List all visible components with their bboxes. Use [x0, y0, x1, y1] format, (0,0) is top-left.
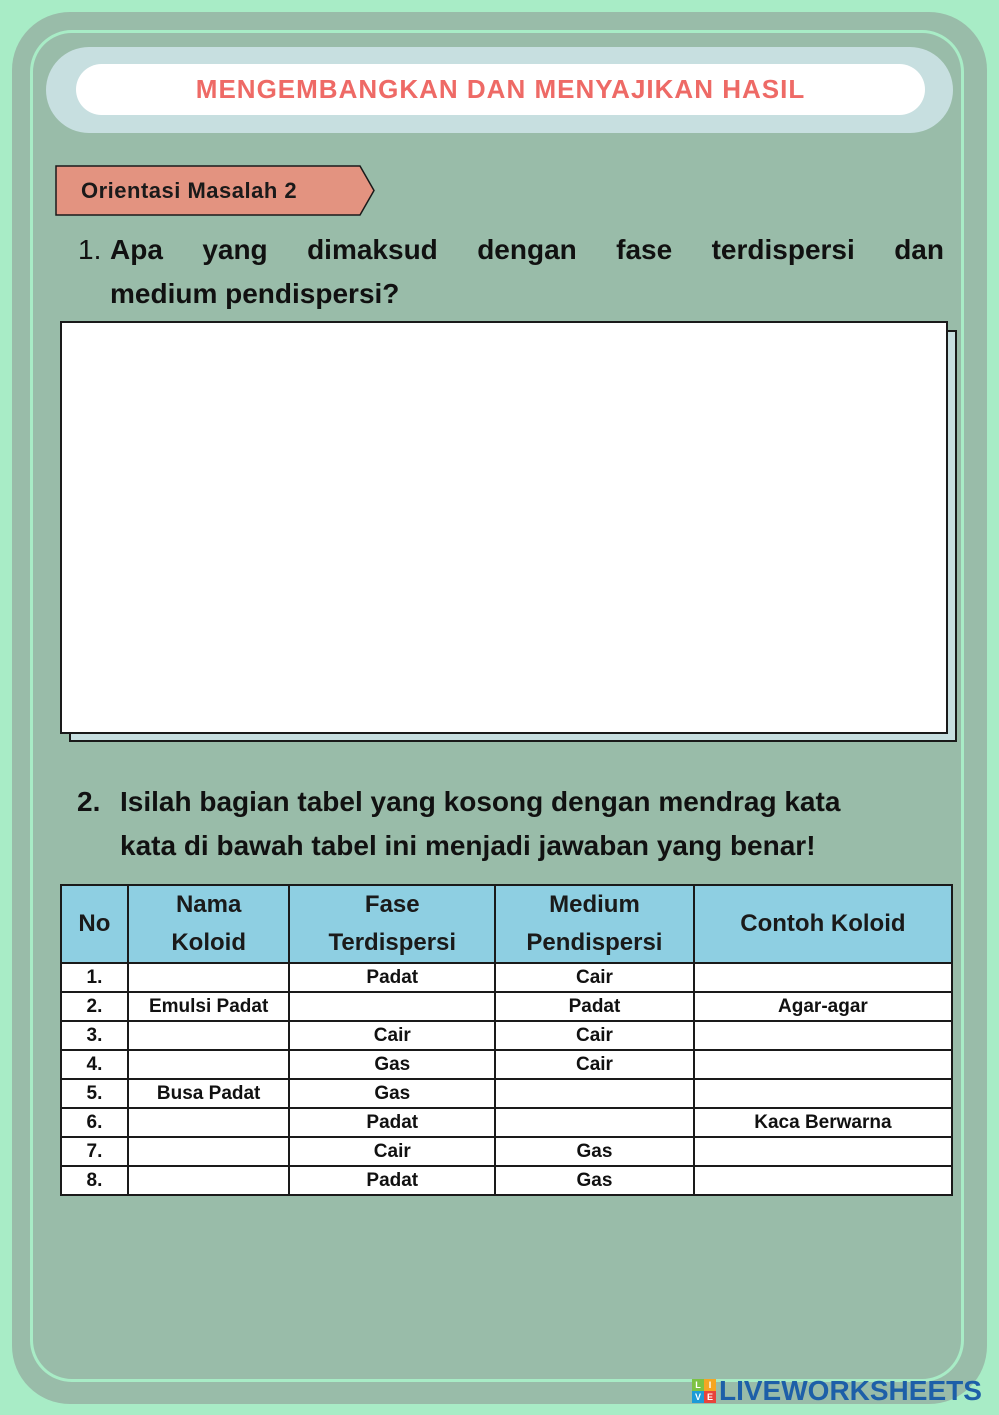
- logo-letter: L: [692, 1379, 704, 1391]
- drop-slot-nama[interactable]: [128, 1021, 290, 1050]
- question-2-number: 2.: [77, 786, 101, 817]
- cell-medium: Padat: [495, 992, 694, 1021]
- logo-letter: E: [704, 1391, 716, 1403]
- cell-fase: Cair: [289, 1021, 495, 1050]
- q1-word: terdispersi: [711, 234, 855, 265]
- answer-textbox[interactable]: [60, 321, 948, 734]
- drop-slot-contoh[interactable]: [694, 1050, 952, 1079]
- drop-slot-contoh[interactable]: [694, 1021, 952, 1050]
- question-1-number: 1.: [78, 234, 102, 265]
- drop-slot-nama[interactable]: [128, 1050, 290, 1079]
- q1-word: dengan: [477, 234, 577, 265]
- cell-no: 8.: [61, 1166, 128, 1195]
- cell-no: 1.: [61, 963, 128, 992]
- header-medium-pendispersi: [495, 885, 694, 963]
- question-2-text: [120, 780, 950, 868]
- header-fase-line-1: Fase: [364, 891, 420, 918]
- drop-slot-contoh[interactable]: [694, 1079, 952, 1108]
- cell-no: 7.: [61, 1137, 128, 1166]
- table-row: [61, 963, 952, 992]
- q1-word: Apa: [110, 234, 163, 265]
- logo-letter: V: [692, 1391, 704, 1403]
- cell-no: 2.: [61, 992, 128, 1021]
- drop-slot-nama[interactable]: [128, 1166, 290, 1195]
- table-row: [61, 992, 952, 1021]
- cell-fase: Cair: [289, 1137, 495, 1166]
- drop-slot-fase[interactable]: [289, 992, 495, 1021]
- cell-medium: Gas: [495, 1166, 694, 1195]
- drop-slot-contoh[interactable]: [694, 1166, 952, 1195]
- header-nama-line-2: Koloid: [171, 929, 246, 956]
- header-nama-koloid: [128, 885, 290, 963]
- header-fase-line-2: Terdispersi: [328, 929, 457, 956]
- cell-contoh: Agar-agar: [694, 992, 952, 1021]
- question-1-text: [110, 228, 944, 316]
- drop-slot-contoh[interactable]: [694, 963, 952, 992]
- cell-no: 3.: [61, 1021, 128, 1050]
- koloid-table: [60, 884, 953, 1196]
- q1-word: dimaksud: [307, 234, 438, 265]
- drop-slot-nama[interactable]: [128, 1137, 290, 1166]
- question-2-line-1: Isilah bagian tabel yang kosong dengan mendrag kata: [120, 786, 841, 817]
- header-medium-line-1: Medium: [549, 891, 640, 918]
- liveworksheets-wordmark: LIVEWORKSHEETS: [719, 1375, 982, 1406]
- liveworksheets-logo-icon: [692, 1379, 716, 1403]
- cell-contoh: Kaca Berwarna: [694, 1108, 952, 1137]
- header-fase-terdispersi: [289, 885, 495, 963]
- cell-no: 5.: [61, 1079, 128, 1108]
- drop-slot-contoh[interactable]: [694, 1137, 952, 1166]
- cell-medium: Cair: [495, 1050, 694, 1079]
- cell-fase: Padat: [289, 1166, 495, 1195]
- section-tag-label: Orientasi Masalah 2: [81, 178, 298, 203]
- q1-word: dan: [894, 234, 944, 265]
- logo-letter: I: [704, 1379, 716, 1391]
- cell-no: 6.: [61, 1108, 128, 1137]
- cell-medium: Gas: [495, 1137, 694, 1166]
- table-header-row: [61, 885, 952, 963]
- cell-medium: Cair: [495, 963, 694, 992]
- page-title: MENGEMBANGKAN DAN MENYAJIKAN HASIL: [76, 64, 925, 115]
- q1-word: fase: [616, 234, 673, 265]
- header-no: No: [61, 885, 128, 963]
- liveworksheets-brand[interactable]: [692, 1374, 982, 1408]
- table-row: [61, 1137, 952, 1166]
- header-medium-line-2: Pendispersi: [526, 929, 663, 956]
- cell-fase: Padat: [289, 963, 495, 992]
- header-nama-line-1: Nama: [175, 891, 242, 918]
- q1-word: yang: [202, 234, 268, 265]
- cell-nama: Busa Padat: [128, 1079, 290, 1108]
- cell-fase: Padat: [289, 1108, 495, 1137]
- table-row: [61, 1021, 952, 1050]
- cell-fase: Gas: [289, 1050, 495, 1079]
- cell-medium: Cair: [495, 1021, 694, 1050]
- cell-nama: Emulsi Padat: [128, 992, 290, 1021]
- header-contoh-koloid: Contoh Koloid: [694, 885, 952, 963]
- table-row: [61, 1079, 952, 1108]
- drop-slot-medium[interactable]: [495, 1108, 694, 1137]
- question-1-line-1: [110, 228, 944, 272]
- table-row: [61, 1050, 952, 1079]
- cell-fase: Gas: [289, 1079, 495, 1108]
- question-2-line-2: kata di bawah tabel ini menjadi jawaban yang benar!: [120, 830, 816, 861]
- drop-slot-nama[interactable]: [128, 963, 290, 992]
- question-1-line-2: medium pendispersi?: [110, 278, 400, 309]
- section-tag: [55, 165, 375, 216]
- cell-no: 4.: [61, 1050, 128, 1079]
- drop-slot-medium[interactable]: [495, 1079, 694, 1108]
- table-row: [61, 1108, 952, 1137]
- drop-slot-nama[interactable]: [128, 1108, 290, 1137]
- table-row: [61, 1166, 952, 1195]
